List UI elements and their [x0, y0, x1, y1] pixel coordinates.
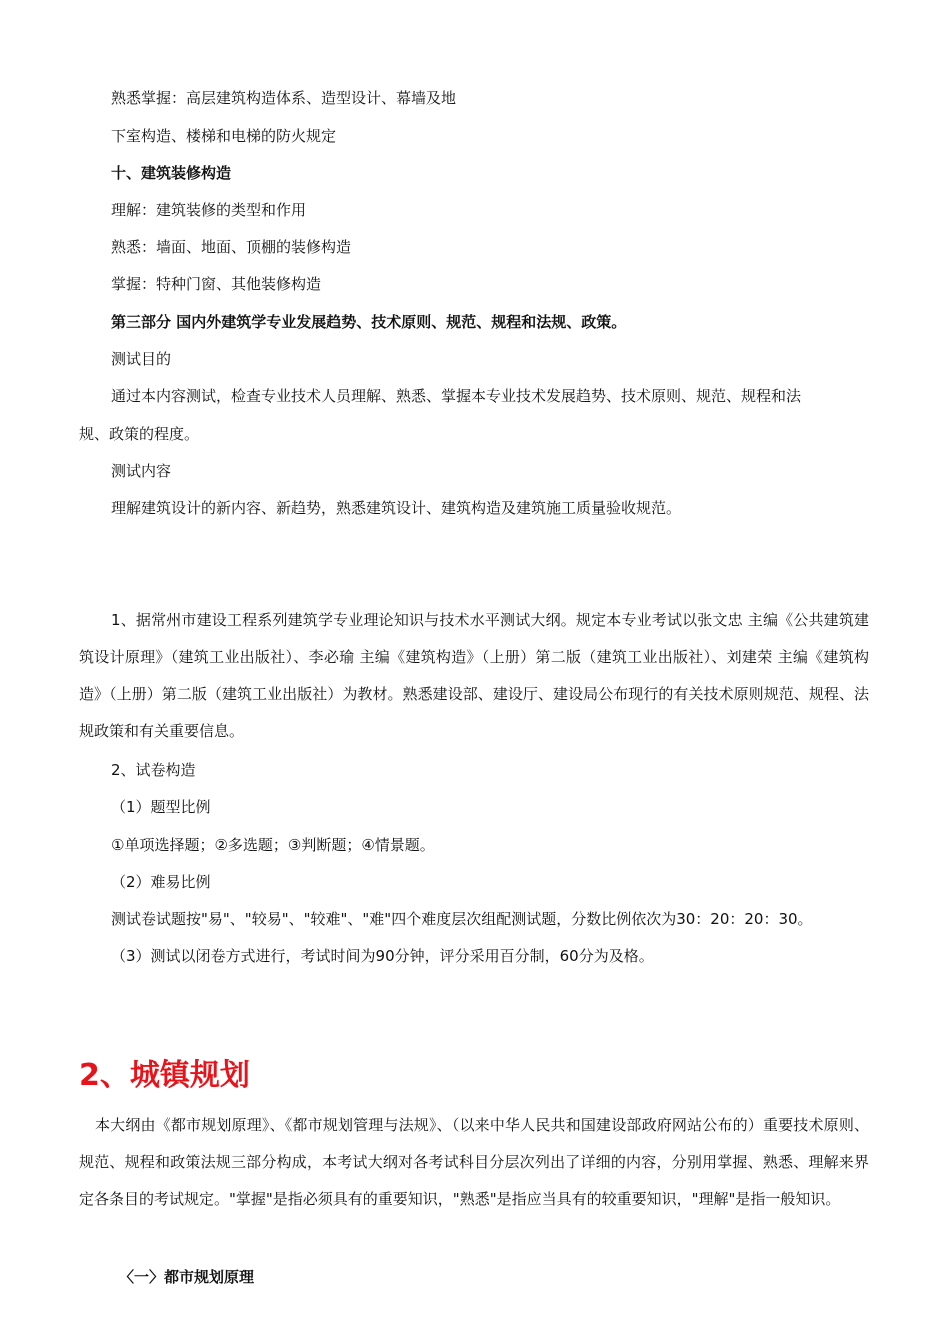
- text-line: 通过本内容测试，检查专业技术人员理解、熟悉、掌握本专业技术发展趋势、技术原则、规范、规程和法: [111, 387, 802, 405]
- text-line: 理解：建筑装修的类型和作用: [111, 201, 307, 219]
- text-line: 2、试卷构造: [111, 761, 196, 779]
- chapter-title: 2、城镇规划: [79, 1058, 250, 1093]
- text-line: 测试卷试题按"易"、"较易"、"较难"、"难"四个难度层次组配测试题，分数比例依次为30：20：20：30。: [111, 910, 813, 928]
- label-line: 测试内容: [111, 462, 172, 480]
- text-line: （1）题型比例: [111, 798, 211, 816]
- text-line: 掌握：特种门窗、其他装修构造: [111, 275, 322, 293]
- paragraph: 本大纲由《都市规划原理》、《都市规划管理与法规》、（以来中华人民共和国建设部政府网站公布的）重要技术原则、规范、规程和政策法规三部分构成，本考试大纲对各考试科目分层次列出了详细的内容，分别用掌握、熟悉、理解来界定各条目的考试规定。"掌握"是指必须具有的重要知识，"熟悉"是指应当具有的较重要知识，"理解"是指一般知识。: [79, 1116, 869, 1208]
- text-line: ①单项选择题；②多选题；③判断题；④情景题。: [111, 836, 435, 854]
- text-line: 理解建筑设计的新内容、新趋势，熟悉建筑设计、建筑构造及建筑施工质量验收规范。: [111, 499, 682, 517]
- subsection-heading: 〈一〉都市规划原理: [119, 1268, 255, 1286]
- text-line: （3）测试以闭卷方式进行，考试时间为90分钟，评分采用百分制，60分为及格。: [111, 947, 654, 965]
- label-line: 测试目的: [111, 350, 172, 368]
- text-line: 规、政策的程度。: [79, 425, 200, 443]
- text-line: （2）难易比例: [111, 873, 211, 891]
- text-line: 下室构造、楼梯和电梯的防火规定: [111, 127, 337, 145]
- text-line: 熟悉：墙面、地面、顶棚的装修构造: [111, 238, 352, 256]
- paragraph: 1、据常州市建设工程系列建筑学专业理论知识与技术水平测试大纲。规定本专业考试以张文忠 主编《公共建筑建筑设计原理》（建筑工业出版社）、李必瑜 主编《建筑构造》（上册）第二版（建筑工业出版社）、刘建荣 主编《建筑构造》（上册）第二版（建筑工业出版社）为教材。熟悉建设部、建设厅、建设局公布现行的有关技术原则规范、规程、法规政策和有关重要信息。: [79, 611, 869, 740]
- section-heading: 十、建筑装修构造: [111, 164, 232, 182]
- part-heading: 第三部分 国内外建筑学专业发展趋势、技术原则、规范、规程和法规、政策。: [111, 313, 627, 331]
- text-line: 熟悉掌握：高层建筑构造体系、造型设计、幕墙及地: [111, 89, 457, 107]
